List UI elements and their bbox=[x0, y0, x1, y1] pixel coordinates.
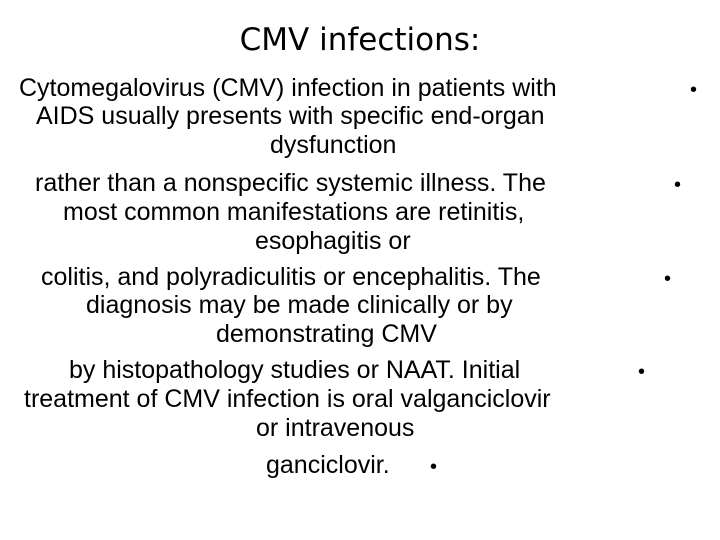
bullet-marker: • bbox=[690, 79, 698, 101]
text-line-content: rather than a nonspecific systemic illness. The bbox=[35, 169, 546, 197]
text-line-content: ganciclovir. bbox=[266, 451, 390, 479]
text-line-content: diagnosis may be made clinically or by bbox=[86, 291, 513, 319]
text-line-content: esophagitis or bbox=[255, 227, 411, 255]
bullet-marker: • bbox=[664, 268, 672, 290]
text-line-content: most common manifestations are retinitis, bbox=[63, 198, 525, 226]
text-line-content: colitis, and polyradiculitis or encephalitis. The bbox=[41, 263, 541, 291]
text-line-content: or intravenous bbox=[256, 414, 415, 442]
bullet-marker: • bbox=[674, 174, 682, 196]
text-line-content: Cytomegalovirus (CMV) infection in patients with bbox=[19, 74, 557, 102]
text-line-content: dysfunction bbox=[270, 131, 397, 159]
text-line-content: treatment of CMV infection is oral valganciclovir bbox=[24, 385, 551, 413]
slide-title: CMV infections: bbox=[239, 22, 481, 58]
text-line-content: demonstrating CMV bbox=[216, 320, 437, 348]
bullet-marker: • bbox=[430, 456, 438, 478]
text-line-content: AIDS usually presents with specific end-organ bbox=[36, 102, 545, 130]
text-line-content: by histopathology studies or NAAT. Initial bbox=[69, 356, 521, 384]
bullet-marker: • bbox=[638, 361, 646, 383]
